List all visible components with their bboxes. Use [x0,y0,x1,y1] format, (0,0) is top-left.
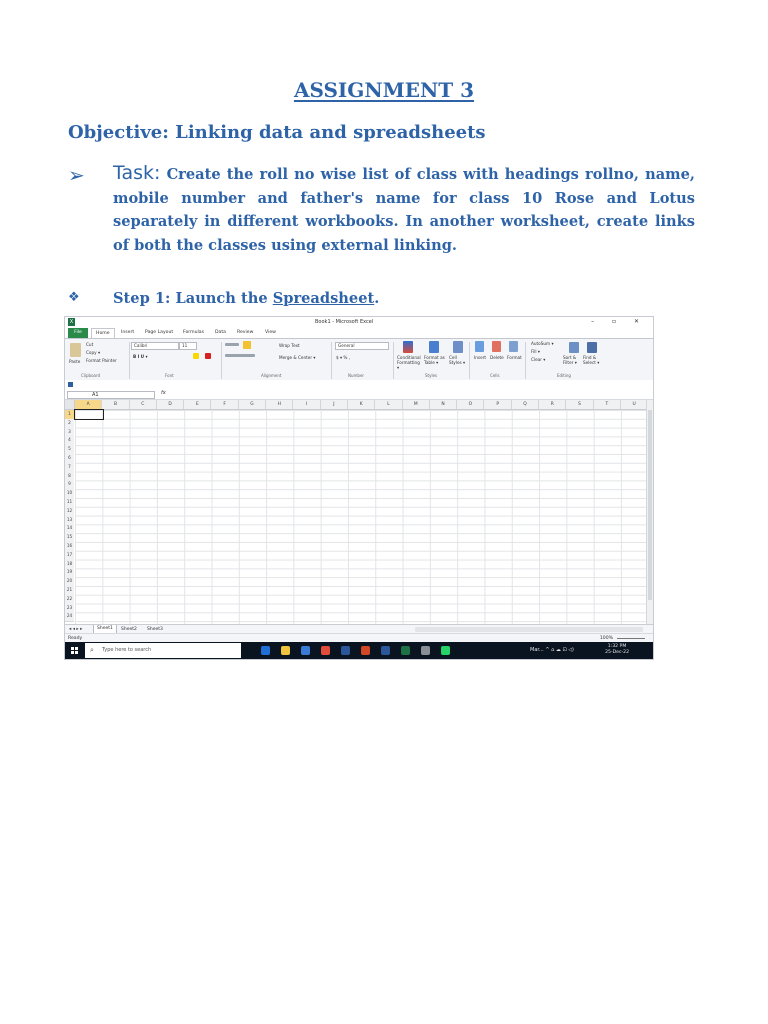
column-header[interactable]: K [348,400,375,409]
column-header[interactable]: P [485,400,512,409]
column-header[interactable]: J [321,400,348,409]
name-box[interactable]: A1 [67,391,155,399]
system-tray[interactable]: Mar... ^ ⌂ ☁ ⊡ ◁⟩ [530,647,575,653]
styles-group-label: Styles [425,373,438,378]
ribbon-separator [331,342,332,379]
column-header[interactable]: R [539,400,566,409]
tab-home[interactable]: Home [91,328,115,338]
column-header[interactable]: F [212,400,239,409]
file-explorer-icon[interactable] [281,646,290,655]
format-as-table-icon[interactable] [429,341,439,353]
merge-center-button[interactable]: Merge & Center ▾ [279,355,316,360]
row-header[interactable]: 22 [65,595,74,605]
cell-styles-icon[interactable] [453,341,463,353]
tab-view[interactable]: View [265,330,276,335]
row-header[interactable]: 12 [65,507,74,517]
sheet-nav-arrows[interactable]: ◂ ◂ ▸ ▸ [69,627,83,632]
alignment-group-label: Alignment [261,373,282,378]
formula-bar [65,390,653,400]
status-text: Ready [68,636,83,641]
row-header[interactable]: 17 [65,551,74,561]
horizontal-scrollbar[interactable] [415,627,643,632]
column-header[interactable]: S [566,400,593,409]
column-header[interactable]: C [130,400,157,409]
sheet-tab-3[interactable]: Sheet3 [147,627,163,632]
column-header[interactable]: E [184,400,211,409]
fill-button[interactable]: Fill ▾ [531,349,541,354]
excel-taskbar-icon[interactable] [401,646,410,655]
clipboard-group-label: Clipboard [81,373,101,378]
excel-title-bar [65,317,653,328]
tab-data[interactable]: Data [215,330,226,335]
row-header[interactable]: 10 [65,489,74,499]
column-header[interactable]: B [102,400,129,409]
quick-access-toolbar [65,380,653,389]
task-paragraph [113,162,695,257]
row-header[interactable]: 13 [65,516,74,526]
font-color-icon[interactable] [205,353,211,359]
column-header[interactable]: N [430,400,457,409]
row-header[interactable]: 3 [65,428,74,438]
cut-button[interactable]: Cut [86,342,94,347]
windows-start-icon[interactable] [71,647,78,654]
autosum-button[interactable]: AutoSum ▾ [531,341,554,346]
format-cells-icon[interactable] [509,341,518,352]
zoom-level[interactable]: 100% [599,636,613,641]
spreadsheet-link[interactable]: Spreadsheet [272,290,375,307]
word-icon[interactable] [341,646,350,655]
store-icon[interactable] [301,646,310,655]
column-header[interactable]: O [457,400,484,409]
search-placeholder: Type here to search [102,647,152,653]
sheet-tab-2[interactable]: Sheet2 [121,627,137,632]
font-style-buttons[interactable]: B I U ▾ [133,354,148,359]
column-header[interactable]: A [75,400,102,409]
cells-group-label: Cells [490,373,500,378]
row-header[interactable]: 6 [65,454,74,464]
row-header[interactable]: 18 [65,560,74,570]
column-header[interactable]: U [621,400,648,409]
row-header[interactable]: 21 [65,586,74,596]
ribbon-tabs [65,328,653,338]
ribbon-separator [221,342,222,379]
row-header[interactable]: 19 [65,568,74,578]
tab-insert[interactable]: Insert [121,330,135,335]
row-header[interactable]: 16 [65,542,74,552]
align-text-icons[interactable] [225,354,255,357]
row-header[interactable]: 5 [65,445,74,455]
number-format-buttons[interactable]: $ ▾ % , [336,355,351,360]
chrome-icon[interactable] [321,646,330,655]
row-header[interactable]: 7 [65,463,74,473]
sort-filter-button[interactable]: Sort & Filter ▾ [563,355,577,365]
delete-cells-button[interactable]: Delete [490,355,504,360]
column-header[interactable]: L [375,400,402,409]
edge-icon[interactable] [261,646,270,655]
window-title: Book1 - Microsoft Excel [315,319,374,325]
excel-screenshot [64,316,654,660]
paste-icon[interactable] [70,343,81,357]
vertical-scrollbar[interactable] [646,400,653,624]
excel-logo-icon: X [69,319,74,325]
column-header[interactable]: T [594,400,621,409]
worksheet-grid [65,400,647,624]
font-group-label: Font [165,373,174,378]
sort-filter-icon[interactable] [569,342,579,353]
row-header[interactable]: 15 [65,533,74,543]
search-icon: ⌕ [90,646,94,654]
find-select-button[interactable]: Find & Select ▾ [583,355,600,365]
ribbon-separator [525,342,526,379]
date: 25-Dec-22 [605,650,629,655]
column-header[interactable]: Q [512,400,539,409]
clear-button[interactable]: Clear ▾ [531,357,546,362]
column-header[interactable]: M [403,400,430,409]
column-headers [65,400,647,410]
tab-review[interactable]: Review [237,330,254,335]
time: 1:32 PM [607,644,627,649]
select-all-corner[interactable] [65,400,75,409]
save-icon[interactable] [68,382,73,387]
paste-label[interactable]: Paste [69,359,81,364]
tab-formulas[interactable]: Formulas [183,330,204,335]
row-header[interactable]: 23 [65,604,74,614]
row-header[interactable]: 1 [65,410,74,420]
office-icon[interactable] [361,646,370,655]
sheet-tab-1[interactable]: Sheet1 [93,625,117,634]
row-header[interactable]: 8 [65,472,74,482]
insert-cells-button[interactable]: Insert [474,355,487,360]
fill-color-icon[interactable] [193,353,199,359]
task-text: Create the roll no wise list of class with headings rollno, name, mobile number and father's name for class 10 Rose and Lotus separately in different workbooks. In another worksheet, create links of both the classes using external linking. [113,166,695,254]
window-controls[interactable]: – ▫ ✕ [591,318,647,325]
taskbar-search[interactable] [85,643,241,658]
tab-page-layout[interactable]: Page Layout [145,330,174,335]
app-icon[interactable] [421,646,430,655]
delete-cells-icon[interactable] [492,341,501,352]
arrow-bullet-icon: ➢ [68,163,85,187]
ribbon [65,338,653,382]
orientation-icon[interactable] [243,341,251,349]
row-header[interactable]: 20 [65,577,74,587]
format-cells-button[interactable]: Format [507,355,522,360]
scroll-thumb[interactable] [648,410,652,600]
row-header[interactable]: 11 [65,498,74,508]
ribbon-separator [393,342,394,379]
row-header[interactable]: 9 [65,480,74,490]
cell-styles-button[interactable]: Cell Styles ▾ [449,355,466,365]
column-header[interactable]: G [239,400,266,409]
diamond-bullet-icon: ❖ [68,290,80,305]
font-size-select[interactable]: 11 [179,342,197,350]
align-top-icon[interactable] [225,343,239,346]
copy-button[interactable]: Copy ▾ [86,350,101,355]
task-label: Task: [113,162,161,184]
number-format-select[interactable]: General [335,342,389,350]
clock[interactable] [605,644,629,656]
ribbon-separator [129,342,130,379]
font-name-select[interactable]: Calibri [131,342,179,350]
format-as-table-button[interactable]: Format as Table ▾ [424,355,445,365]
tab-file[interactable]: File [68,328,88,338]
selected-cell-a1[interactable] [74,409,104,420]
wrap-text-button[interactable]: Wrap Text [279,343,300,348]
number-group-label: Number [348,373,365,378]
editing-group-label: Editing [557,373,571,378]
zoom-slider[interactable] [617,638,645,639]
ribbon-separator [469,342,470,379]
column-header[interactable]: I [293,400,320,409]
word-active-icon[interactable] [381,646,390,655]
column-header[interactable]: D [157,400,184,409]
find-select-icon[interactable] [587,342,597,353]
insert-cells-icon[interactable] [475,341,484,352]
conditional-formatting-button[interactable]: Conditional Formatting ▾ [397,355,421,370]
fx-icon[interactable]: fx [161,390,166,396]
conditional-formatting-icon[interactable] [403,341,413,353]
format-painter-button[interactable]: Format Painter [86,358,117,363]
cell-area[interactable] [75,410,647,624]
row-header[interactable]: 24 [65,612,74,622]
row-header[interactable]: 4 [65,436,74,446]
whatsapp-icon[interactable] [441,646,450,655]
row-header[interactable]: 14 [65,524,74,534]
step-1: Step 1: Launch the Spreadsheet. [113,290,380,307]
column-header[interactable]: H [266,400,293,409]
row-header[interactable]: 2 [65,419,74,429]
windows-taskbar [65,642,653,659]
objective-heading: Objective: Linking data and spreadsheets [68,122,486,143]
assignment-title: ASSIGNMENT 3 [293,78,475,102]
